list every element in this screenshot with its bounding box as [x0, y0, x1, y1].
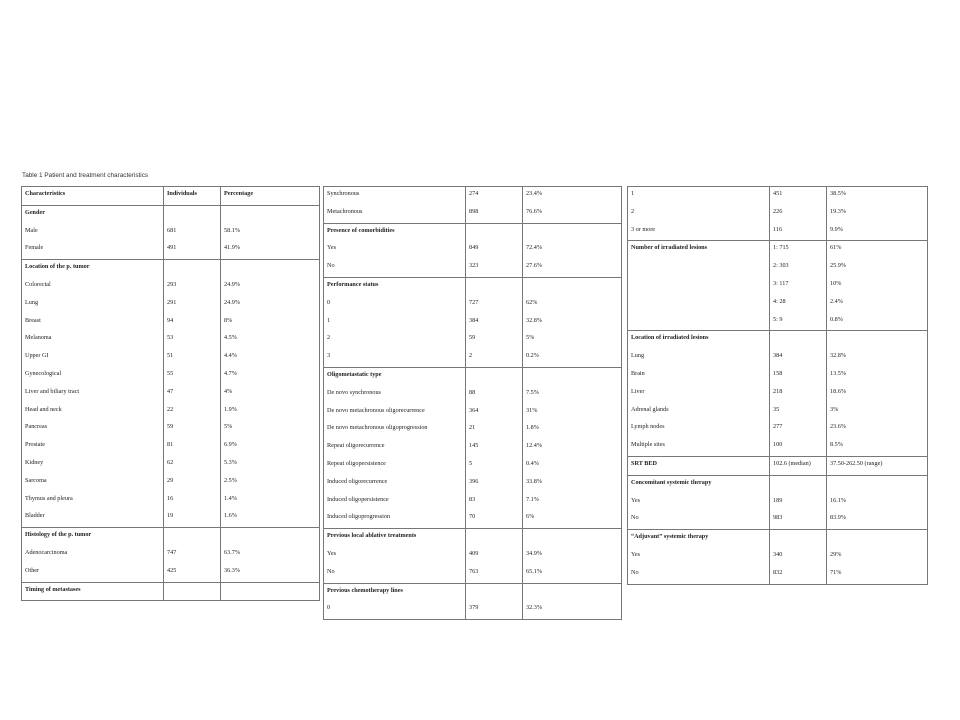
table-section: [324, 187, 622, 224]
individuals-cell: [770, 241, 827, 331]
cell-text: 291: [167, 298, 177, 306]
cell-text: 384: [469, 316, 479, 324]
cell-text: 1.8%: [526, 424, 539, 432]
cell-text: SRT BED: [631, 459, 657, 467]
cell-text: 41.9%: [224, 244, 240, 252]
cell-text: 9.9%: [830, 225, 843, 233]
cell-text: 6%: [526, 513, 535, 521]
cell-text: 21: [469, 424, 476, 432]
cell-text: [224, 528, 319, 531]
cell-text: [830, 331, 927, 334]
cell-text: [469, 529, 522, 532]
cell-text: 747: [167, 548, 177, 556]
cell-text: Head and neck: [25, 405, 62, 413]
cell-text: Liver: [631, 387, 645, 395]
cell-text: 23.4%: [526, 190, 542, 197]
cell-text: [167, 528, 220, 531]
percentage-cell: [523, 187, 622, 224]
cell-text: 35: [773, 405, 780, 413]
section-label-cell: [628, 241, 770, 331]
cell-text: 898: [469, 207, 479, 215]
cell-text: 5: 9: [773, 315, 783, 323]
label-cell: [628, 187, 770, 241]
cell-text: 94: [167, 316, 174, 324]
cell-text: Percentage: [224, 190, 254, 197]
cell-text: 1: [631, 190, 635, 197]
cell-text: 832: [773, 568, 783, 576]
cell-text: Male: [25, 226, 38, 234]
percentage-cell: [523, 223, 622, 277]
cell-text: 1.6%: [224, 512, 237, 520]
cell-text: Location of irradiated lesions: [631, 334, 709, 342]
srt-range-cell: [827, 456, 928, 475]
individuals-cell: [164, 528, 221, 582]
table-section: [628, 475, 928, 529]
srt-label-cell: [628, 456, 770, 475]
cell-text: [469, 368, 522, 371]
cell-text: Yes: [327, 549, 337, 557]
cell-text: Presence of comorbidities: [327, 226, 395, 234]
characteristics-table-part-1: [21, 186, 320, 601]
section-label-cell: [324, 367, 466, 528]
cell-text: 59: [469, 334, 476, 342]
percentage-cell: [827, 331, 928, 457]
cell-text: Liver and biliary tract: [25, 387, 80, 395]
cell-text: No: [631, 568, 639, 576]
cell-text: 81: [167, 441, 174, 449]
cell-text: Lung: [631, 352, 645, 360]
cell-text: [526, 368, 621, 371]
section-label-cell: [324, 529, 466, 583]
cell-text: 6.9%: [224, 441, 237, 449]
cell-text: 23.6%: [830, 423, 846, 431]
cell-text: Melanoma: [25, 334, 52, 342]
cell-text: 83: [469, 495, 476, 503]
cell-text: 27.6%: [526, 262, 542, 270]
individuals-cell: [466, 367, 523, 528]
characteristics-table-part-3: [627, 186, 928, 585]
cell-text: 32.3%: [526, 604, 542, 612]
percentage-cell: [523, 583, 622, 620]
cell-text: [830, 530, 927, 533]
header-cell: [221, 187, 320, 206]
individuals-cell: [770, 331, 827, 457]
cell-text: 13.5%: [830, 369, 846, 377]
cell-text: 51: [167, 352, 174, 360]
cell-text: 2: 303: [773, 262, 789, 270]
cell-text: Lymph nodes: [631, 423, 665, 431]
cell-text: 29: [167, 476, 174, 484]
cell-text: 100: [773, 441, 783, 449]
cell-text: Concomitant systemic therapy: [631, 478, 712, 486]
cell-text: 38.5%: [830, 190, 846, 197]
individuals-cell: [770, 187, 827, 241]
table-section: [628, 331, 928, 457]
cell-text: 323: [469, 262, 479, 270]
cell-text: Gynecological: [25, 369, 62, 377]
cell-text: 7.1%: [526, 495, 539, 503]
individuals-cell: [770, 475, 827, 529]
cell-text: Yes: [631, 496, 641, 504]
cell-text: 5%: [224, 423, 233, 431]
cell-text: Histology of the p. tumor: [25, 531, 92, 539]
cell-text: 36.3%: [224, 566, 240, 574]
cell-text: Induced oligopersistence: [327, 495, 389, 503]
cell-text: De novo metachronous oligorecurrence: [327, 406, 425, 414]
cell-text: 24.9%: [224, 280, 240, 288]
cell-text: [224, 206, 319, 209]
srt-median-cell: [770, 456, 827, 475]
cell-text: 0.8%: [830, 315, 843, 323]
cell-text: 681: [167, 226, 177, 234]
cell-text: 4%: [224, 387, 233, 395]
table-section: [324, 277, 622, 367]
cell-text: Characteristics: [25, 190, 66, 197]
cell-text: 55: [167, 369, 174, 377]
cell-text: 0: [327, 298, 331, 306]
cell-text: 3%: [830, 405, 839, 413]
cell-text: [167, 583, 220, 586]
cell-text: Location of the p. tumor: [25, 263, 90, 271]
cell-text: De novo metachronous oligoprogression: [327, 424, 428, 432]
individuals-cell: [770, 530, 827, 584]
table-caption: Table 1 Patient and treatment characteristics: [22, 172, 149, 179]
percentage-cell: [827, 530, 928, 584]
cell-text: 2: [631, 207, 635, 215]
table-section: [22, 582, 320, 601]
cell-text: 62%: [526, 298, 538, 306]
table-section: [324, 529, 622, 583]
cell-text: 61%: [830, 244, 842, 252]
cell-text: Induced oligorecurrence: [327, 477, 388, 485]
cell-text: 0.2%: [526, 352, 539, 360]
percentage-cell: [523, 367, 622, 528]
cell-text: 32.8%: [526, 316, 542, 324]
section-label-cell: [628, 530, 770, 584]
percentage-cell: [221, 528, 320, 582]
table-section: [22, 205, 320, 259]
srt-bed-row: [628, 456, 928, 475]
header-cell: [164, 187, 221, 206]
individuals-cell: [164, 205, 221, 259]
individuals-cell: [164, 582, 221, 601]
table-header-row: [22, 187, 320, 206]
section-label-cell: [22, 528, 164, 582]
cell-text: Oligometastatic type: [327, 370, 382, 378]
cell-text: [167, 206, 220, 209]
cell-text: 65.1%: [526, 567, 542, 575]
cell-text: 34.9%: [526, 549, 542, 557]
cell-text: 145: [469, 442, 479, 450]
cell-text: 7.5%: [526, 388, 539, 396]
cell-text: 1.9%: [224, 405, 237, 413]
cell-text: Bladder: [25, 512, 45, 520]
cell-text: [469, 584, 522, 587]
percentage-cell: [523, 529, 622, 583]
cell-text: Repeat oligopersistence: [327, 459, 386, 467]
percentage-cell: [827, 187, 928, 241]
cell-text: 16: [167, 494, 174, 502]
cell-text: 451: [773, 190, 783, 197]
cell-text: 2: [327, 334, 331, 342]
cell-text: Adrenal glands: [631, 405, 669, 413]
cell-text: No: [327, 262, 335, 270]
cell-text: 293: [167, 280, 177, 288]
cell-text: 8%: [224, 316, 233, 324]
cell-text: Individuals: [167, 190, 197, 197]
cell-text: [526, 278, 621, 281]
cell-text: Adenocarcinoma: [25, 548, 68, 556]
characteristics-table-part-2: [323, 186, 622, 620]
cell-text: [224, 583, 319, 586]
cell-text: [167, 260, 220, 263]
individuals-cell: [466, 223, 523, 277]
section-label-cell: [22, 205, 164, 259]
cell-text: 2: [469, 352, 473, 360]
cell-text: 1.4%: [224, 494, 237, 502]
cell-text: [469, 278, 522, 281]
cell-text: Pancreas: [25, 423, 47, 431]
cell-text: No: [327, 567, 335, 575]
cell-text: Number of irradiated lesions: [631, 244, 708, 252]
percentage-cell: [523, 277, 622, 367]
cell-text: Female: [25, 244, 44, 252]
cell-text: 25.9%: [830, 262, 846, 270]
cell-text: 8.5%: [830, 441, 843, 449]
cell-text: Repeat oligorecurrence: [327, 442, 385, 450]
section-label-cell: [22, 260, 164, 528]
section-label-cell: [628, 331, 770, 457]
cell-text: 83.9%: [830, 514, 846, 522]
cell-text: 5: [469, 459, 473, 467]
cell-text: 18.6%: [830, 387, 846, 395]
individuals-cell: [164, 260, 221, 528]
cell-text: 5%: [526, 334, 535, 342]
cell-text: [526, 224, 621, 227]
cell-text: Yes: [327, 244, 337, 252]
cell-text: Brain: [631, 369, 645, 377]
cell-text: 384: [773, 352, 783, 360]
cell-text: Sarcoma: [25, 476, 47, 484]
cell-text: 58.1%: [224, 226, 240, 234]
cell-text: 3 or more: [631, 225, 656, 233]
cell-text: Breast: [25, 316, 41, 324]
table-section: [324, 223, 622, 277]
cell-text: Induced oligoprogression: [327, 513, 391, 521]
section-label-cell: [22, 582, 164, 601]
cell-text: 189: [773, 496, 783, 504]
cell-text: “Adjuvant” systemic therapy: [631, 533, 709, 541]
percentage-cell: [827, 241, 928, 331]
table-section: [324, 583, 622, 620]
cell-text: Synchronous: [327, 190, 360, 197]
cell-text: 88: [469, 388, 476, 396]
cell-text: 4: 28: [773, 297, 786, 305]
cell-text: 2.5%: [224, 476, 237, 484]
cell-text: Other: [25, 566, 40, 574]
table-section: [22, 260, 320, 528]
percentage-cell: [827, 475, 928, 529]
section-label-cell: [628, 475, 770, 529]
cell-text: [526, 584, 621, 587]
percentage-cell: [221, 205, 320, 259]
cell-text: De novo synchronous: [327, 388, 381, 396]
individuals-cell: [466, 583, 523, 620]
table-section: [628, 530, 928, 584]
individuals-cell: [466, 277, 523, 367]
section-label-cell: [324, 223, 466, 277]
cell-text: 31%: [526, 406, 538, 414]
cell-text: Metachronous: [327, 207, 363, 215]
cell-text: 116: [773, 225, 783, 233]
cell-text: 491: [167, 244, 177, 252]
cell-text: 4.4%: [224, 352, 237, 360]
cell-text: 4.5%: [224, 334, 237, 342]
cell-text: 409: [469, 549, 479, 557]
cell-text: 5.3%: [224, 458, 237, 466]
cell-text: 379: [469, 604, 479, 612]
cell-text: Yes: [631, 550, 641, 558]
label-cell: [324, 187, 466, 224]
cell-text: 71%: [830, 568, 842, 576]
cell-text: Previous local ablative treatments: [327, 532, 417, 540]
cell-text: 37.50-262.50 (range): [830, 459, 883, 467]
cell-text: 158: [773, 369, 783, 377]
cell-text: 102.6 (median): [773, 459, 811, 467]
cell-text: 33.8%: [526, 477, 542, 485]
cell-text: Kidney: [25, 458, 44, 466]
cell-text: Previous chemotherapy lines: [327, 586, 403, 594]
cell-text: 218: [773, 387, 783, 395]
cell-text: 16.1%: [830, 496, 846, 504]
section-label-cell: [324, 583, 466, 620]
cell-text: [773, 530, 826, 533]
cell-text: 29%: [830, 550, 842, 558]
cell-text: 3: 117: [773, 279, 789, 287]
cell-text: Prostate: [25, 441, 45, 449]
cell-text: 63.7%: [224, 548, 240, 556]
cell-text: Thymus and pleura: [25, 494, 73, 502]
cell-text: 12.4%: [526, 442, 542, 450]
cell-text: 59: [167, 423, 174, 431]
cell-text: Upper GI: [25, 352, 49, 360]
cell-text: 19: [167, 512, 174, 520]
cell-text: 0.4%: [526, 459, 539, 467]
cell-text: 53: [167, 334, 174, 342]
cell-text: 425: [167, 566, 177, 574]
cell-text: 47: [167, 387, 174, 395]
cell-text: 70: [469, 513, 476, 521]
cell-text: 10%: [830, 279, 842, 287]
cell-text: [224, 260, 319, 263]
cell-text: 226: [773, 207, 783, 215]
header-cell: [22, 187, 164, 206]
cell-text: [773, 476, 826, 479]
cell-text: 727: [469, 298, 479, 306]
table-section: [22, 528, 320, 582]
cell-text: 3: [327, 352, 331, 360]
cell-text: 364: [469, 406, 479, 414]
cell-text: [469, 224, 522, 227]
table-section: [628, 241, 928, 331]
cell-text: 983: [773, 514, 783, 522]
percentage-cell: [221, 582, 320, 601]
cell-text: 274: [469, 190, 479, 197]
cell-text: Colorectal: [25, 280, 51, 288]
table-section: [628, 187, 928, 241]
cell-text: Multiple sites: [631, 441, 665, 449]
percentage-cell: [221, 260, 320, 528]
cell-text: No: [631, 514, 639, 522]
cell-text: [526, 529, 621, 532]
cell-text: 72.4%: [526, 244, 542, 252]
cell-text: 76.6%: [526, 207, 542, 215]
table-section: [324, 367, 622, 528]
cell-text: 2.4%: [830, 297, 843, 305]
cell-text: 763: [469, 567, 479, 575]
cell-text: 1: 715: [773, 244, 789, 252]
cell-text: Gender: [25, 208, 45, 216]
cell-text: Timing of metastases: [25, 585, 81, 593]
cell-text: Performance status: [327, 280, 379, 288]
cell-text: 277: [773, 423, 783, 431]
cell-text: 1: [327, 316, 331, 324]
individuals-cell: [466, 529, 523, 583]
cell-text: 62: [167, 458, 174, 466]
cell-text: 849: [469, 244, 479, 252]
cell-text: 0: [327, 604, 331, 612]
cell-text: 396: [469, 477, 479, 485]
cell-text: 4.7%: [224, 369, 237, 377]
cell-text: 22: [167, 405, 174, 413]
individuals-cell: [466, 187, 523, 224]
cell-text: [773, 331, 826, 334]
section-label-cell: [324, 277, 466, 367]
cell-text: Lung: [25, 298, 39, 306]
cell-text: 19.3%: [830, 207, 846, 215]
cell-text: [830, 476, 927, 479]
cell-text: 32.8%: [830, 352, 846, 360]
cell-text: 24.9%: [224, 298, 240, 306]
cell-text: 340: [773, 550, 783, 558]
